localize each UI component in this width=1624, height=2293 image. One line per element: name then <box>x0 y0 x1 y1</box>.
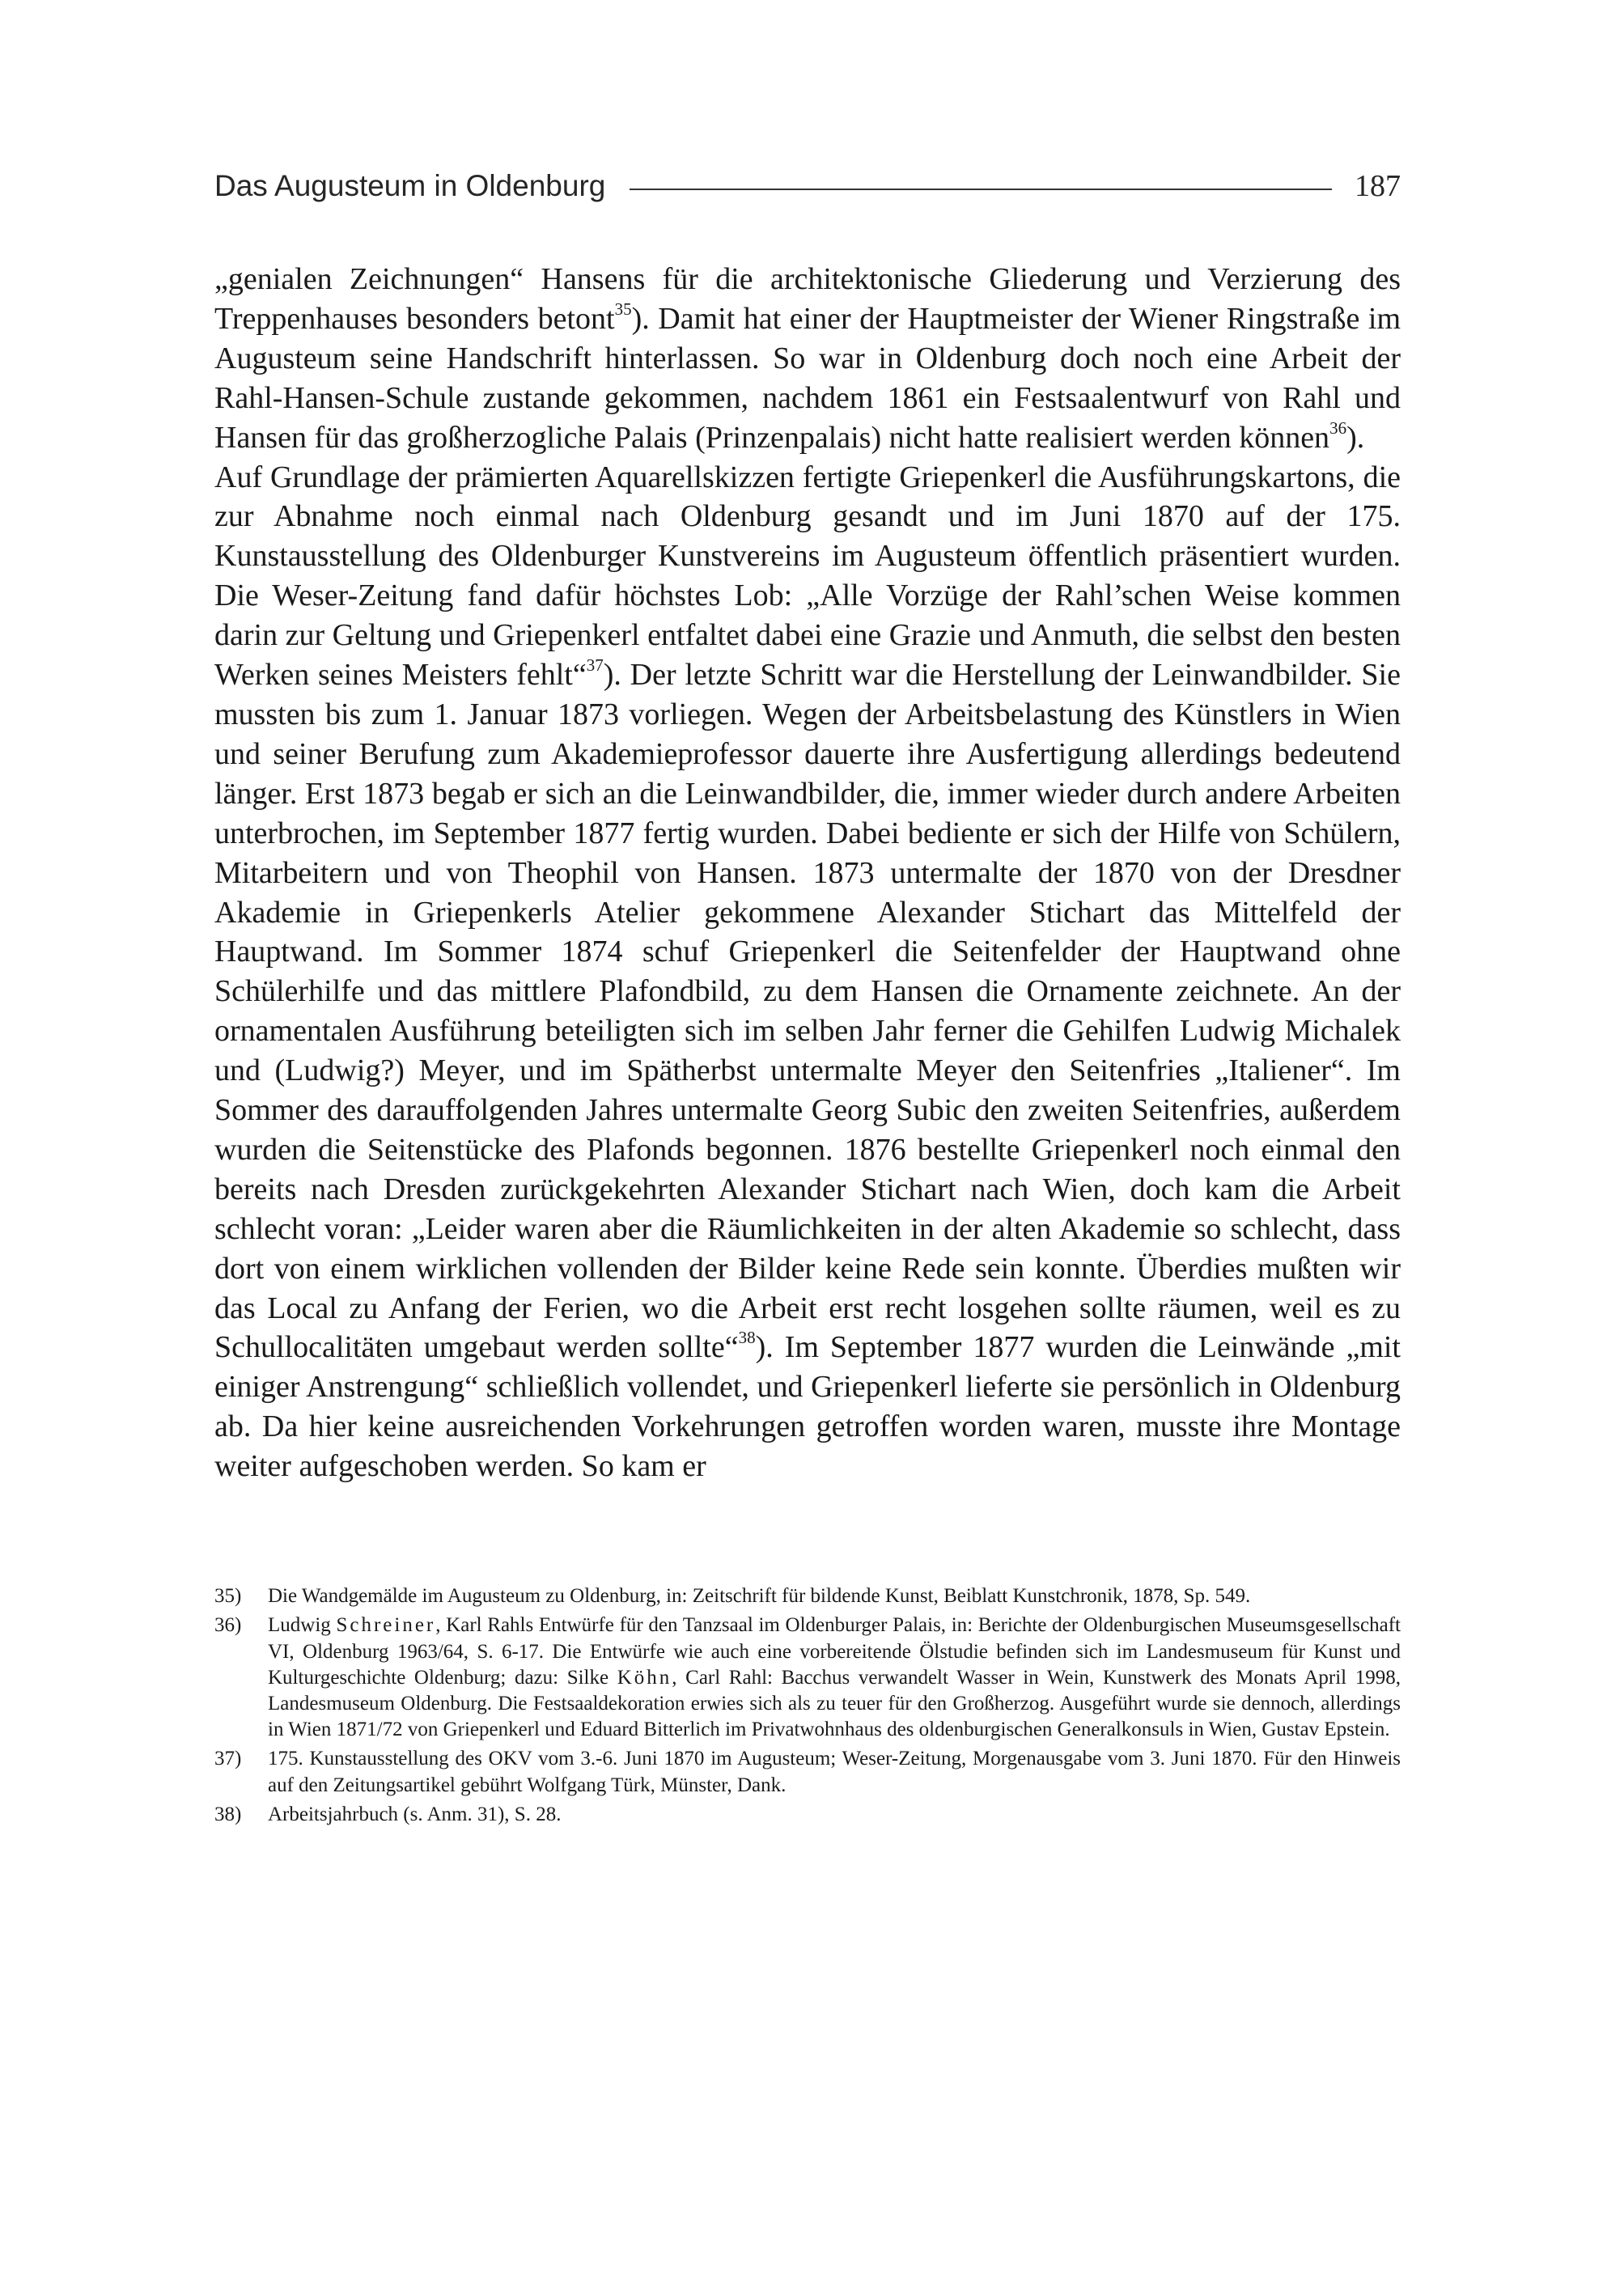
text-run: ). <box>1346 420 1365 455</box>
text-run: Ludwig <box>268 1614 337 1637</box>
footnotes <box>214 1583 1401 1828</box>
footnote-text <box>268 1746 1401 1798</box>
text-run: Die Wandgemälde im Augusteum zu Oldenburg, in: Zeitschrift für bildende Kunst, Beiblatt Kunstchronik, 1878, Sp. 549. <box>268 1585 1251 1608</box>
running-head <box>214 158 1401 214</box>
text-run: ). Der letzte Schritt war die Herstellung der Leinwandbilder. Sie mussten bis zum 1. Januar 1873 vorliegen. Wegen der Arbeitsbelastung des Künstlers in Wien und seiner Berufung zum Akademieprofessor dauerte ihre Ausfertigung allerdings bedeutend länger. Erst 1873 begab er sich an die Leinwandbilder, die, immer wieder durch andere Arbeiten unterbrochen, im September 1877 fertig wurden. Dabei bediente er sich der Hilfe von Schülern, Mitarbeitern und von Theophil von Hansen. 1873 untermalte der 1870 von der Dresdner Akademie in Griepenkerls Atelier gekommene Alexander Stichart das Mittelfeld der Hauptwand. Im Sommer 1874 schuf Griepenkerl die Seitenfelder der Hauptwand ohne Schülerhilfe und das mittlere Plafondbild, zu dem Hansen die Ornamente zeichnete. An der ornamentalen Ausführung beteiligten sich im selben Jahr ferner die Gehilfen Ludwig Michalek und (Ludwig?) Meyer, und im Spätherbst untermalte Meyer den Seitenfries „Italiener“. Im Sommer des darauffolgenden Jahres untermalte Georg Subic den zweiten Seitenfries, außerdem wurden die Seitenstücke des Plafonds begonnen. 1876 bestellte Griepenkerl noch einmal den bereits nach Dresden zurückgekehrten Alexander Stichart nach Wien, doch kam die Arbeit schlecht voran: „Leider waren aber die Räumlichkeiten in der alten Akademie so schlecht, dass dort von einem wirklichen vollenden der Bilder keine Rede sein konnte. Überdies mußten wir das Local zu Anfang der Ferien, wo die Arbeit erst recht losgehen sollte räumen, weil es zu Schullocalitäten umgebaut werden sollte“ <box>214 658 1401 1365</box>
footnote-reference: 35 <box>614 299 632 319</box>
book-page <box>214 158 1401 1831</box>
footnote-number: 37) <box>214 1748 242 1770</box>
running-head-title: Das Augusteum in Oldenburg <box>214 169 606 202</box>
footnote-number: 35) <box>214 1585 242 1608</box>
footnote-reference: 37 <box>586 655 604 676</box>
footnote <box>214 1746 1401 1798</box>
footnote-number: 38) <box>214 1803 242 1825</box>
text-run: ). Im September 1877 wurden die Leinwände „mit einiger Anstrengung“ schließlich vollendet, und Griepenkerl lieferte sie persönlich in Oldenburg ab. Da hier keine ausreichenden Vorkehrungen getroffen worden waren, musste ihre Montage weiter aufgeschoben werden. So kam er <box>214 1330 1401 1484</box>
text-run: , Carl Rahl: Bacchus verwandelt Wasser in Wein, Kunstwerk des Monats April 1998, Landesmuseum Oldenburg. Die Festsaaldekoration erwies sich als zu teuer für den Großherzog. Ausgeführt wurde sie dennoch, allerdings in Wien 1871/72 von Griepenkerl und Eduard Bitterlich im Privatwohnhaus des oldenburgischen Generalkonsuls in Wien, Gustav Epstein. <box>268 1666 1401 1741</box>
text-run: , Karl Rahls Entwürfe für den Tanzsaal im Oldenburger Palais, in: Berichte der Oldenburgischen Museumsgesellschaft VI, Oldenburg 1963/64, S. 6-17. Die Entwürfe wie auch eine vorbereitende Ölstudie befinden sich im Landesmuseum für Kunst und Kulturgeschichte Oldenburg; dazu: Silke <box>268 1614 1401 1689</box>
author-surname: Köhn <box>617 1666 672 1689</box>
footnote-reference: 38 <box>738 1328 756 1348</box>
footnote <box>214 1613 1401 1743</box>
footnote <box>214 1802 1401 1828</box>
text-run: 175. Kunstausstellung des OKV vom 3.-6. Juni 1870 im Augusteum; Weser-Zeitung, Morgenausgabe vom 3. Juni 1870. Für den Hinweis auf den Zeitungsartikel gebührt Wolfgang Türk, Münster, Dank. <box>268 1748 1401 1796</box>
footnote-text <box>268 1583 1401 1609</box>
text-run: ). Damit hat einer der Hauptmeister der Wiener Ringstraße im Augusteum seine Handschrift hinterlassen. So war in Oldenburg doch noch eine Arbeit der Rahl-Hansen-Schule zustande gekommen, nachdem 1861 ein Festsaalentwurf von Rahl und Hansen für das großherzogliche Palais (Prinzenpalais) nicht hatte realisiert werden können <box>214 301 1401 455</box>
body-paragraph <box>214 260 1401 458</box>
page-number: 187 <box>1355 169 1401 203</box>
footnote-reference: 36 <box>1329 417 1347 438</box>
header-rule <box>630 189 1332 190</box>
footnote-number: 36) <box>214 1614 242 1637</box>
body-paragraph <box>214 458 1401 1487</box>
footnote-text <box>268 1613 1401 1743</box>
footnote <box>214 1583 1401 1609</box>
text-run: „genialen Zeichnungen“ Hansens für die architektonische Gliederung und Verzierung des Treppenhauses besonders betont <box>214 262 1401 336</box>
text-run: Auf Grundlage der prämierten Aquarellskizzen fertigte Griepenkerl die Ausführungskartons, die zur Abnahme noch einmal nach Oldenburg gesandt und im Juni 1870 auf der 175. Kunstausstellung des Oldenburger Kunstvereins im Augusteum öffentlich präsentiert wurden. Die Weser-Zeitung fand dafür höchstes Lob: „Alle Vorzüge der Rahl’schen Weise kommen darin zur Geltung und Griepenkerl entfaltet dabei eine Grazie und Anmuth, die selbst den besten Werken seines Meisters fehlt“ <box>214 460 1401 693</box>
body-text <box>214 260 1401 1486</box>
footnote-text <box>268 1802 1401 1828</box>
text-run: Arbeitsjahrbuch (s. Anm. 31), S. 28. <box>268 1803 562 1825</box>
author-surname: Schreiner <box>336 1614 436 1637</box>
